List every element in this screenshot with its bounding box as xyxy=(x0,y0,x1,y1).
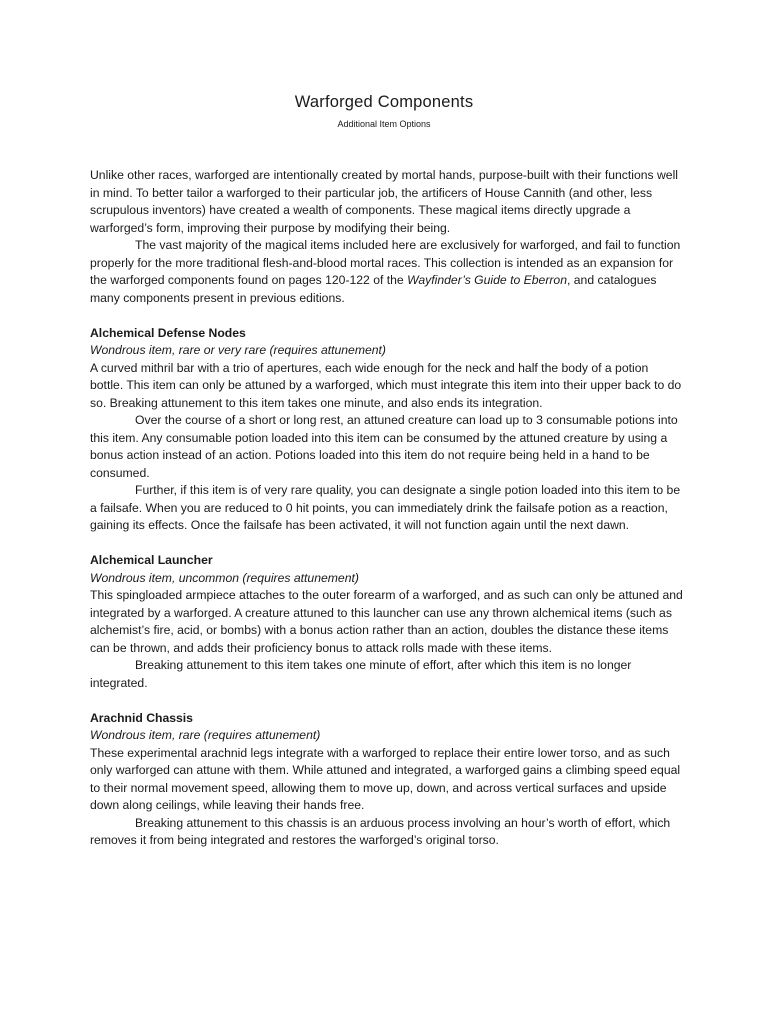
intro-paragraph-2-text: The vast majority of the magical items included here are exclusively for warforged, and fail to function properly for the more traditional flesh-and-blood mortal races. This collection is intended as an expansion for the warforged components found on pages 120-122 of the xyxy=(90,238,681,287)
section-paragraph: A curved mithril bar with a trio of apertures, each wide enough for the neck and half the body of a potion bottle. This item can only be attuned by a warforged, which must integrate this item into their upper back to do so. Breaking attunement to this item takes one minute, and also ends its integration. xyxy=(90,360,682,410)
intro-paragraph-2-tail: , and catalogues many components present in previous editions. xyxy=(90,273,657,305)
section-alchemical-defense-nodes xyxy=(90,325,684,535)
section-title: Alchemical Launcher xyxy=(90,553,213,567)
section-paragraph: This spingloaded armpiece attaches to the outer forearm of a warforged, and as such can only be attuned and integrated by a warforged. A creature attuned to this launcher can use any thrown alchemical items (such as alchemist’s fire, acid, or bombs) with a bonus action rather than an action, doubles the distance these items can be thrown, and adds their proficiency bonus to attack rolls made with these items. xyxy=(90,588,683,655)
intro-paragraph-1: Unlike other races, warforged are intentionally created by mortal hands, purpose-built with their functions well in mind. To better tailor a warforged to their particular job, the artificers of House Cannith (and other, less scrupulous inventors) have created a wealth of components. These magical items directly upgrade a warforged’s form, improving their purpose by modifying their being. xyxy=(90,168,679,235)
document-title: Warforged Components xyxy=(294,93,474,111)
book-title: Wayfinder’s Guide to Eberron xyxy=(407,273,567,287)
section-title: Alchemical Defense Nodes xyxy=(90,325,246,340)
section-subtitle: Wondrous item, uncommon (requires attunement) xyxy=(90,570,359,585)
section-subtitle: Wondrous item, rare (requires attunement) xyxy=(90,728,321,742)
section-paragraph: Over the course of a short or long rest, an attuned creature can load up to 3 consumable potions into this item. Any consumable potion loaded into this item can be consumed by the attuned creature by using a bonus action instead of an action. Potions loaded into this item do not require being held in a hand to be consumed. xyxy=(90,413,678,480)
section-alchemical-launcher xyxy=(90,552,684,692)
section-paragraph: These experimental arachnid legs integrate with a warforged to replace their entire lower torso, and as such only warforged can attune with them. While attuned and integrated, a warforged gains a climbing speed equal to their normal movement speed, allowing them to move up, down, and across vertical surfaces and upside down along ceilings, while leaving their hands free. xyxy=(90,745,681,812)
section-paragraph: Breaking attunement to this chassis is an arduous process involving an hour’s worth of effort, which removes it from being integrated and restores the warforged’s original torso. xyxy=(90,815,671,847)
section-subtitle: Wondrous item, rare or very rare (requires attunement) xyxy=(90,343,386,357)
section-title: Arachnid Chassis xyxy=(90,710,193,725)
document-body xyxy=(90,167,684,850)
section-arachnid-chassis xyxy=(90,710,684,850)
document-subtitle: Additional Item Options xyxy=(337,119,431,129)
section-paragraph: Breaking attunement to this item takes one minute of effort, after which this item is no longer integrated. xyxy=(90,658,632,690)
intro-paragraph-2 xyxy=(90,237,684,307)
section-paragraph: Further, if this item is of very rare quality, you can designate a single potion loaded into this item to be a failsafe. When you are reduced to 0 hit points, you can immediately drink the failsafe potion as a reaction, gaining its effects. Once the failsafe has been activated, it will not function again until the next dawn. xyxy=(90,483,681,532)
